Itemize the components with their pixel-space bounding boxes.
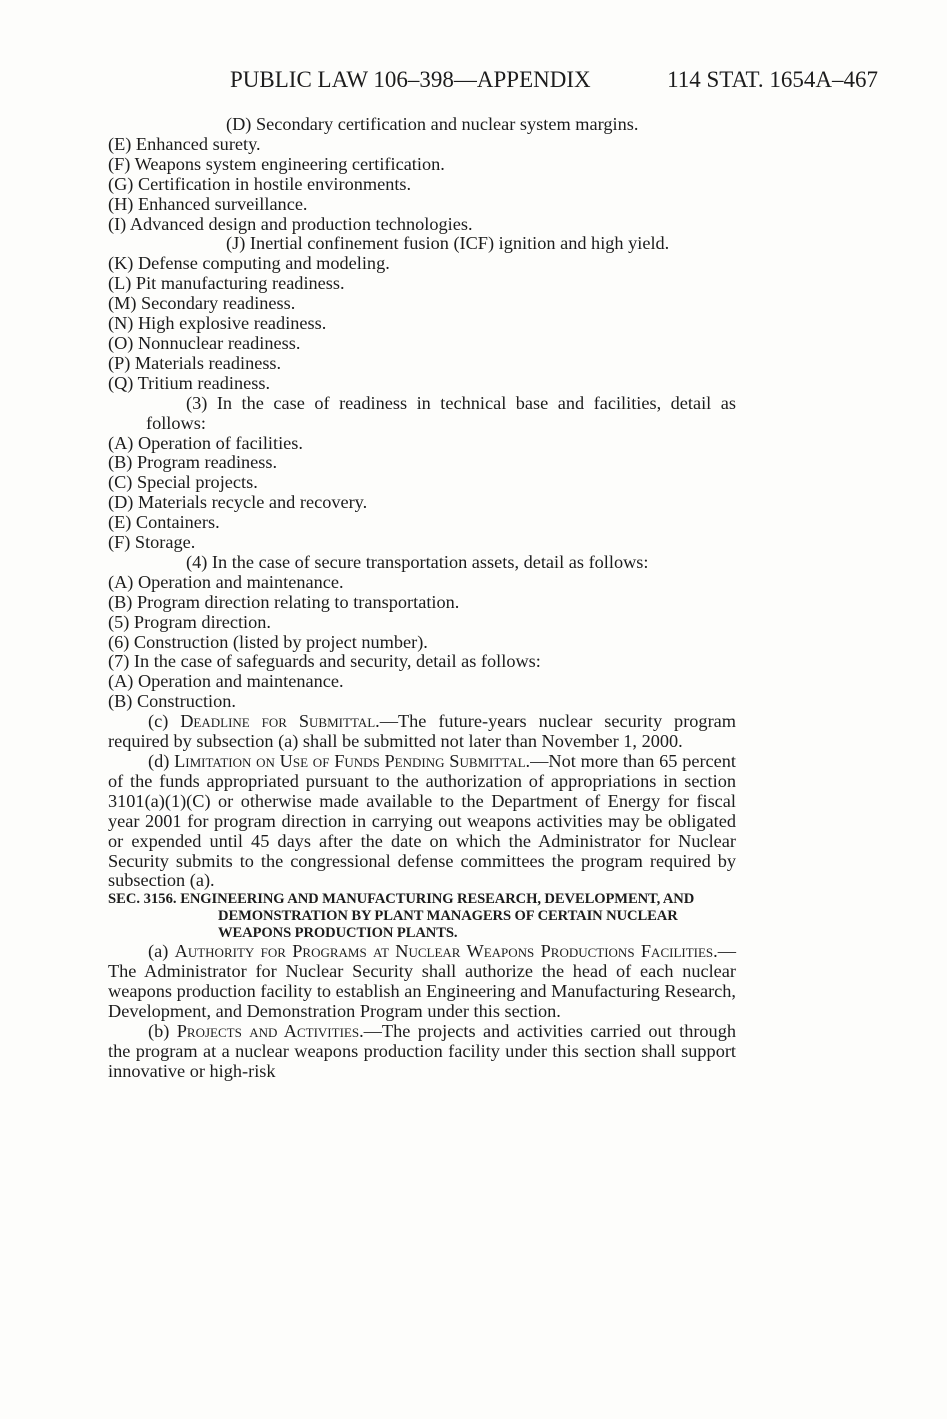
paragraph-label: (4) — [186, 551, 208, 572]
section-subsection-b — [108, 1022, 736, 1082]
item-label: (N) — [108, 313, 134, 334]
item-label: (E) — [108, 512, 132, 533]
item-text: Secondary certification and nuclear system margins. — [255, 114, 639, 134]
item-label: (K) — [108, 253, 134, 274]
list-item — [108, 354, 736, 374]
item-text: Program readiness. — [136, 452, 278, 473]
paragraph-label: (6) — [108, 631, 130, 652]
list-item — [108, 254, 736, 274]
item-label: (C) — [108, 472, 133, 493]
subsection-text: —Not more than 65 percent of the funds appropriated pursuant to the authorization of appropriations in section 3101(a)(1)(C) or otherwise made available to the Department of Energy for fiscal year 2001 for program direction in carrying out weapons activities may be obligated or expended until 45 days after the date on which the Administrator for Nuclear Security submits to the congressional defense committees the program required by subsection (a). — [108, 751, 737, 891]
subsection-text: —The future-years nuclear security program required by subsection (a) shall be submitted not later than November 1, 2000. — [108, 711, 736, 752]
list-item — [108, 374, 736, 394]
list-item — [108, 135, 736, 155]
item-text: Materials readiness. — [134, 352, 282, 373]
subsection-label: (b) — [148, 1020, 170, 1041]
item-label: (B) — [108, 591, 133, 612]
item-text: Pit manufacturing readiness. — [135, 273, 345, 294]
list-item — [108, 593, 736, 613]
item-label: (O) — [108, 332, 134, 353]
paragraph-4 — [108, 553, 736, 573]
subsection-label: (d) — [148, 751, 170, 771]
subsection-label: (a) — [148, 941, 169, 962]
item-text: Containers. — [135, 512, 220, 533]
running-head: PUBLIC LAW 106–398—APPENDIX — [230, 67, 591, 92]
item-text: Operation and maintenance. — [137, 571, 344, 592]
list-item — [108, 314, 736, 334]
item-text: Advanced design and production technologies. — [129, 213, 473, 234]
item-text: Certification in hostile environments. — [137, 173, 412, 194]
paragraph-text: In the case of safeguards and security, detail as follows: — [133, 651, 541, 672]
item-label: (D) — [108, 492, 134, 513]
list-item — [108, 692, 736, 712]
list-4 — [108, 573, 736, 613]
paragraph-text: Construction (listed by project number). — [133, 631, 428, 652]
section-number: SEC. 3156. — [108, 891, 177, 908]
list-item — [108, 234, 736, 254]
paragraph-6 — [108, 633, 736, 653]
paragraph-5 — [108, 613, 736, 633]
paragraph-label: (3) — [186, 392, 208, 413]
list-item — [108, 155, 736, 175]
list-3 — [108, 434, 736, 553]
list-item — [108, 434, 736, 454]
list-item — [108, 215, 736, 235]
item-label: (P) — [108, 352, 131, 373]
list-item — [108, 175, 736, 195]
list-item — [108, 334, 736, 354]
subsection-d — [108, 752, 736, 891]
item-text: Construction. — [136, 691, 236, 712]
subsection-text: —The Administrator for Nuclear Security shall authorize the head of each nuclear weapons production facility to establish an Engineering and Manufacturing Research, Development, and Demonstration Program under this section. — [108, 941, 737, 1022]
list-item — [108, 533, 736, 553]
list-item — [108, 195, 736, 215]
item-label: (G) — [108, 173, 134, 194]
item-text: Enhanced surveillance. — [137, 193, 308, 214]
paragraph-text: Program direction. — [133, 611, 271, 632]
list-item — [108, 493, 736, 513]
item-text: Defense computing and modeling. — [137, 253, 390, 274]
item-label: (B) — [108, 452, 133, 473]
list-2 — [108, 115, 736, 394]
item-label: (Q) — [108, 372, 134, 393]
subsection-heading: Deadline for Submittal. — [180, 711, 380, 732]
item-text: Materials recycle and recovery. — [137, 492, 368, 513]
subsection-heading: Limitation on Use of Funds Pending Submittal. — [174, 751, 531, 771]
section-subsection-a — [108, 942, 736, 1022]
item-text: Tritium readiness. — [137, 372, 271, 393]
item-label: (H) — [108, 193, 134, 214]
subsection-heading: Projects and Activities. — [176, 1020, 364, 1041]
paragraph-3 — [108, 394, 736, 434]
item-text: Inertial confinement fusion (ICF) ignition and high yield. — [249, 233, 670, 254]
item-text: Operation of facilities. — [137, 432, 303, 453]
list-item — [108, 573, 736, 593]
list-item — [108, 294, 736, 314]
subsection-text: —The projects and activities carried out through the program at a nuclear weapons production facility under this section shall support innovative or high-risk — [108, 1020, 736, 1081]
section-title: ENGINEERING AND MANUFACTURING RESEARCH, DEVELOPMENT, AND DEMONSTRATION BY PLANT MANAGERS OF CERTAIN NUCLEAR WEAPONS PRODUCTION PLANTS. — [180, 891, 695, 942]
item-text: Enhanced surety. — [135, 133, 261, 154]
item-label: (J) — [226, 233, 246, 254]
subsection-label: (c) — [148, 711, 169, 732]
section-heading — [108, 891, 736, 942]
page-header — [230, 64, 878, 96]
paragraph-label: (7) — [108, 651, 130, 672]
item-label: (E) — [108, 133, 132, 154]
item-label: (I) — [108, 213, 127, 234]
item-text: Operation and maintenance. — [137, 671, 344, 692]
item-label: (B) — [108, 691, 133, 712]
list-item — [108, 274, 736, 294]
item-label: (F) — [108, 532, 131, 553]
paragraph-7 — [108, 652, 736, 672]
list-item — [108, 672, 736, 692]
list-item — [108, 115, 736, 135]
item-text: Storage. — [134, 532, 196, 553]
paragraph-label: (5) — [108, 611, 130, 632]
list-item — [108, 453, 736, 473]
item-label: (L) — [108, 273, 132, 294]
list-item — [108, 513, 736, 533]
item-text: Special projects. — [136, 472, 258, 493]
item-label: (F) — [108, 153, 131, 174]
paragraph-text: In the case of readiness in technical base and facilities, detail as follows: — [146, 392, 736, 433]
list-item — [108, 473, 736, 493]
item-text: High explosive readiness. — [137, 313, 327, 334]
subsection-heading: Authority for Programs at Nuclear Weapons Productions Facilities. — [174, 941, 718, 962]
item-label: (A) — [108, 671, 134, 692]
stat-citation: 114 STAT. 1654A–467 — [667, 67, 878, 92]
item-label: (A) — [108, 571, 134, 592]
item-text: Secondary readiness. — [141, 293, 296, 314]
paragraph-text: In the case of secure transportation assets, detail as follows: — [211, 551, 649, 572]
item-label: (D) — [226, 114, 252, 134]
item-text: Program direction relating to transportation. — [136, 591, 460, 612]
body-text — [108, 115, 736, 1082]
item-label: (M) — [108, 293, 137, 314]
list-7 — [108, 672, 736, 712]
item-text: Nonnuclear readiness. — [137, 332, 301, 353]
item-text: Weapons system engineering certification. — [134, 153, 445, 174]
subsection-c — [108, 712, 736, 752]
item-label: (A) — [108, 432, 134, 453]
